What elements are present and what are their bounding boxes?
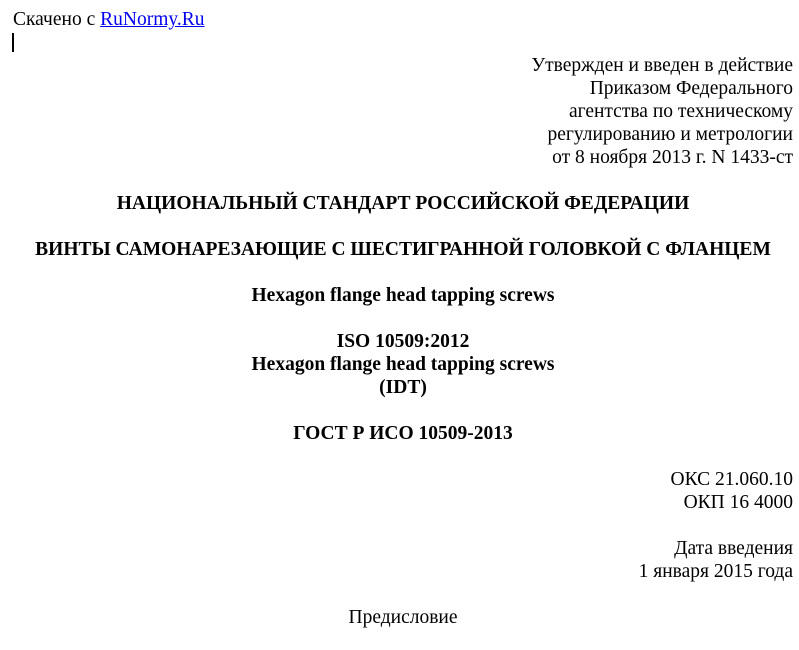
standard-title-en: Hexagon flange head tapping screws (251, 285, 555, 306)
standard-title-ru: ВИНТЫ САМОНАРЕЗАЮЩИЕ С ШЕСТИГРАННОЙ ГОЛОВКОЙ С ФЛАНЦЕМ (35, 239, 771, 260)
blank-line (13, 261, 793, 284)
okp-code: ОКП 16 4000 (683, 492, 793, 513)
approval-block (13, 54, 793, 169)
source-prefix: Скачено с (13, 9, 101, 30)
blank-line (13, 169, 793, 192)
iso-title: Hexagon flange head tapping screws (251, 354, 555, 375)
blank-line (13, 583, 793, 606)
blank-line (13, 399, 793, 422)
blank-line (13, 307, 793, 330)
effective-date-value: 1 января 2015 года (638, 561, 793, 582)
equivalence-mark: (IDT) (379, 377, 427, 398)
approval-line: Приказом Федерального (589, 78, 793, 99)
source-line (13, 8, 793, 31)
source-link[interactable]: RuNormy.Ru (100, 9, 205, 30)
standard-type-heading: НАЦИОНАЛЬНЫЙ СТАНДАРТ РОССИЙСКОЙ ФЕДЕРАЦИИ (116, 193, 690, 214)
text-cursor (12, 33, 14, 52)
blank-line (13, 215, 793, 238)
approval-line: от 8 ноября 2013 г. N 1433-ст (552, 147, 793, 168)
blank-line (13, 514, 793, 537)
effective-date-block (13, 537, 793, 583)
approval-line: Утвержден и введен в действие (531, 55, 793, 76)
approval-line: регулированию и метрологии (547, 124, 793, 145)
approval-line: агентства по техническому (568, 101, 793, 122)
effective-date-label: Дата введения (674, 538, 793, 559)
standard-designation: ГОСТ Р ИСО 10509-2013 (293, 423, 513, 444)
section-heading-foreword: Предисловие (348, 607, 458, 628)
classification-block (13, 468, 793, 514)
blank-line (13, 445, 793, 468)
oks-code: ОКС 21.060.10 (670, 469, 793, 490)
cursor-line[interactable] (13, 31, 793, 54)
iso-code: ISO 10509:2012 (336, 331, 470, 352)
